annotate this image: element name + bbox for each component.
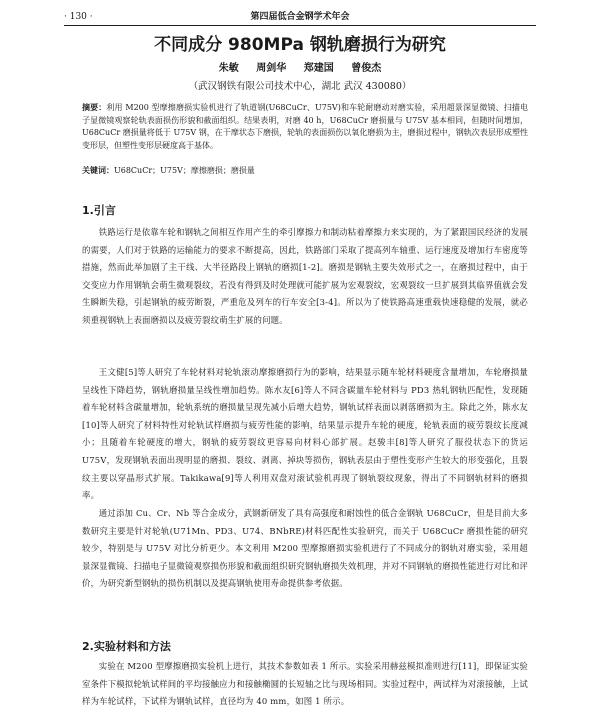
body-paragraph: 通过添加 Cu、Cr、Nb 等合金成分，武钢新研发了具有高强度和耐蚀性的低合金钢轨 U68CuCr，但是目前大多数研究主要是针对轮轨(U71Mn、PD3、U74、BNbRE)材料匹配性实验研究，而关于 U68CuCr 磨损性能的研究较少，特别是与 U75V 对比分析更少。本文利用 M200 型摩擦磨损实验机进行了不同成分的钢轨对磨实验，采用超景深显微镜、扫描电子显微镜观察损伤形貌和截面组织研究钢轨磨损失效机理，并对不同钢轨的磨损性能进行对比和评价，为研究新型钢轨的损伤机制以及提高钢轨使用寿命提供参考依据。	[82, 508, 528, 589]
author-name: 周剑华	[256, 63, 287, 74]
body-paragraph: 实验在 M200 型摩擦磨损实验机上进行，其技术参数如表 1 所示。实验采用赫兹模拟准则进行[11]，即保证实验室条件下模拟轮轨试样间的平均接触应力和接触椭圆的长短轴之比与现场相同。实验过程中，两试样为对滚接触，上试样为车轮试样，下试样为钢轨试样，直径均为 40 mm，如图 1 所示。	[82, 661, 528, 707]
body-paragraph: 铁路运行是依靠车轮和钢轨之间相互作用产生的牵引摩擦力和制动粘着摩擦力来实现的，为了紧跟国民经济的发展的需要，人们对于铁路的运输能力的要求不断提高，因此，铁路部门采取了提高列车轴重、运行速度及增加行车密度等措施，然而此举加剧了主干线、大半径路段上钢轨的磨损[1-2]。磨损是钢轨主要失效形式之一，在磨损过程中，由于交变应力作用钢轨会萌生微观裂纹，若没有得到及时处理就可能扩展为宏观裂纹，宏观裂纹一旦扩展到其临界值就会发生瞬断失稳，引起钢轨的疲劳断裂，严重危及列车的行车安全[3-4]。所以为了使铁路高速重载快速稳健的发展，就必须重视钢轨上表面磨损以及疲劳裂纹萌生扩展的问题。	[82, 227, 528, 325]
running-header	[64, 10, 536, 24]
conference-name: 第四届低合金钢学术年会	[250, 12, 350, 22]
author-name: 郑建国	[303, 63, 334, 74]
author-name: 曾俊杰	[351, 63, 382, 74]
affiliation: （武汉钢铁有限公司技术中心，湖北 武汉 430080）	[188, 81, 412, 92]
body-paragraph: 王文健[5]等人研究了车轮材料对轮轨滚动摩擦磨损行为的影响，结果显示随车轮材料硬度含量增加，车轮磨损量呈线性下降趋势，钢轨磨损量呈线性增加趋势。陈水友[6]等人不同含碳量车轮材料与 PD3 热轧钢轨匹配性，发现随着车轮材料含碳量增加，轮轨系统的磨损量呈现先减小后增大趋势，钢轨试样表面以剥落磨损为主。除此之外，陈水友[10]等人研究了材料特性对轮轨试样磨损与疲劳性能的影响，结果显示提升车轮的硬度，轮轨表面的疲劳裂纹长度减小；且随着车轮硬度的增大，钢轨的疲劳裂纹更容易向材料心部扩展。赵骏丰[8]等人研究了服役状态下的货运 U75V，发现钢轨表面出现明显的磨损、裂纹、剥离、掉块等损伤，钢轨表层由于塑性变形产生较大的形变强化，且裂纹主要以穿晶形式扩展。Takikawa[9]等人利用双盘对滚试验机再现了钢轨裂纹现象，得出了不同钢轨材料的磨损率。	[82, 367, 528, 501]
keywords	[82, 164, 528, 177]
abstract-label: 摘要：	[82, 102, 107, 112]
abstract	[82, 101, 528, 152]
section-heading-introduction: 1.引言	[82, 204, 116, 217]
author-name: 朱敏	[218, 63, 239, 74]
header-rule	[64, 25, 536, 26]
keywords-text: U68CuCr；U75V；摩擦磨损；磨损量	[114, 166, 255, 175]
paper-title: 不同成分 980MPa 钢轨磨损行为研究	[154, 35, 446, 55]
author-list	[60, 62, 540, 76]
keywords-label: 关键词：	[82, 165, 114, 175]
page-number: · 130 ·	[64, 12, 93, 22]
section-heading-materials-methods: 2.实验材料和方法	[82, 640, 171, 653]
abstract-text: 利用 M200 型摩擦磨损实验机进行了轨道钢(U68CuCr、U75V)和车轮耐磨动对磨实验，采用超景深显微镜、扫描电子显微镜观察轮轨表面损伤形貌和截面组织。结果表明，对磨 40 h，U68CuCr 磨损量与 U75V 基本相同，但随时间增加，U68CuCr 磨损量将低于 U75V 钢，在干摩状态下磨损，轮轨的表面损伤以氧化磨损为主，磨损过程中，钢轨次表层形成塑性变形层，但塑性变形层硬度高于基体。	[82, 103, 529, 150]
